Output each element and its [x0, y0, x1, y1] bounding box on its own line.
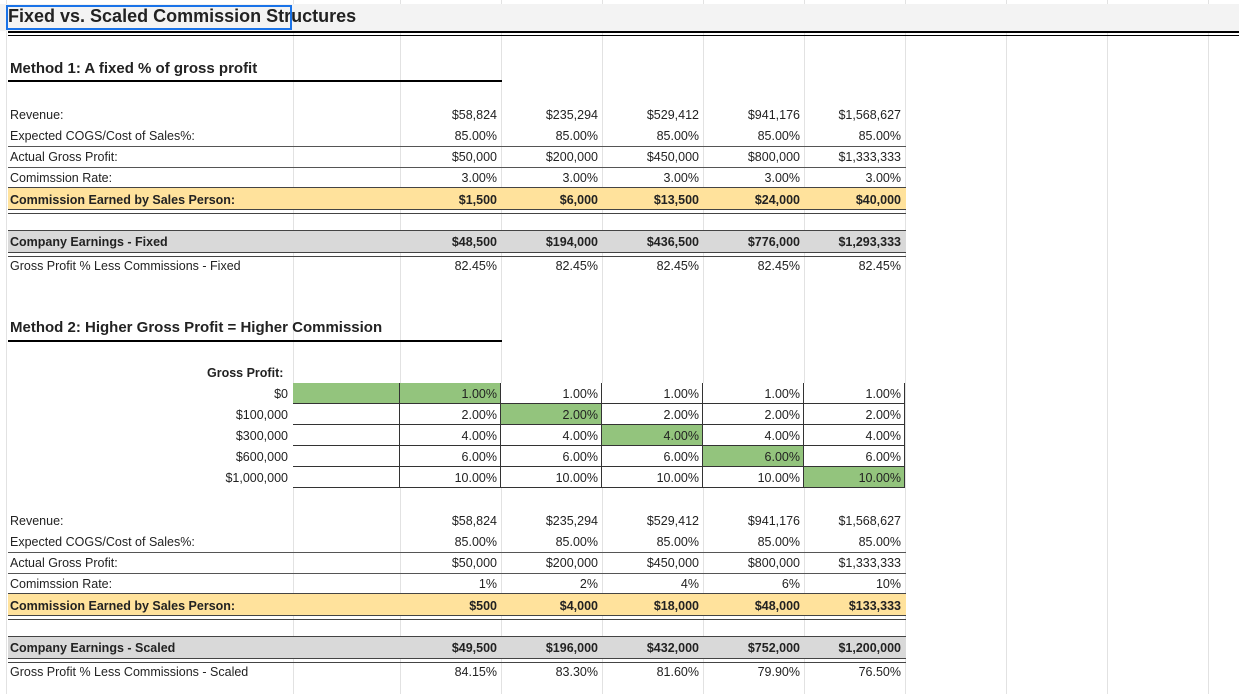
m2-cell[interactable]: 2%	[579, 577, 598, 591]
m2-cell[interactable]: $58,824	[451, 514, 497, 528]
m1-cell[interactable]: $800,000	[747, 150, 800, 164]
m2-cell[interactable]: $800,000	[747, 556, 800, 570]
tier-rate[interactable]: 6.00%	[562, 450, 598, 464]
m1-gp-cell[interactable]: 82.45%	[858, 259, 901, 273]
m2-cell[interactable]: 6%	[781, 577, 800, 591]
m1-cell[interactable]: $40,000	[855, 193, 901, 207]
m1-cell[interactable]: $941,176	[747, 108, 800, 122]
m1-company-cell[interactable]: $1,293,333	[838, 235, 901, 249]
m2-cell[interactable]: 85.00%	[858, 535, 901, 549]
m2-company-cell[interactable]: $1,200,000	[838, 641, 901, 655]
m1-cell[interactable]: $24,000	[754, 193, 800, 207]
m2-row-label[interactable]: Actual Gross Profit:	[10, 556, 118, 570]
m1-row-label[interactable]: Expected COGS/Cost of Sales%:	[10, 129, 195, 143]
m1-cell[interactable]: 3.00%	[663, 171, 699, 185]
m1-cell[interactable]: $1,568,627	[838, 108, 901, 122]
m1-cell[interactable]: 85.00%	[454, 129, 497, 143]
tier-gp-label[interactable]: $300,000	[235, 429, 288, 443]
m1-gp-label[interactable]: Gross Profit % Less Commissions - Fixed	[10, 259, 241, 273]
tier-gp-label[interactable]: $100,000	[235, 408, 288, 422]
m1-double-rule	[8, 209, 906, 214]
method2-heading: Method 2: Higher Gross Profit = Higher Commission	[10, 319, 383, 336]
m2-cell[interactable]: $500	[469, 599, 497, 613]
m2-cell[interactable]: $200,000	[545, 556, 598, 570]
tier-cell[interactable]	[293, 467, 400, 488]
m1-cell[interactable]: 3.00%	[562, 171, 598, 185]
m2-row-label[interactable]: Comimssion Rate:	[10, 577, 113, 591]
m2-cell[interactable]: 85.00%	[757, 535, 800, 549]
m1-cell[interactable]: 85.00%	[656, 129, 699, 143]
m1-cell[interactable]: 3.00%	[764, 171, 800, 185]
tier-rate[interactable]: 6.00%	[865, 450, 901, 464]
m2-company-cell[interactable]: $196,000	[545, 641, 598, 655]
tier-gp-label[interactable]: $0	[274, 387, 288, 401]
m2-double-rule	[8, 658, 906, 663]
m2-rule	[8, 573, 906, 574]
m2-cell[interactable]: 1%	[478, 577, 497, 591]
tier-gp-label[interactable]: $1,000,000	[225, 471, 288, 485]
m2-cell[interactable]: 85.00%	[454, 535, 497, 549]
m1-rule	[8, 146, 906, 147]
m1-cell[interactable]: $50,000	[451, 150, 497, 164]
tier-rate[interactable]: 2.00%	[764, 408, 800, 422]
tier-rate[interactable]: 1.00%	[562, 387, 598, 401]
m1-row-label[interactable]: Commission Earned by Sales Person:	[10, 193, 236, 207]
sheet-title[interactable]: Fixed vs. Scaled Commission Structures	[8, 6, 357, 26]
m2-gp-cell[interactable]: 76.50%	[858, 665, 901, 679]
tier-gp-label[interactable]: $600,000	[235, 450, 288, 464]
m2-cell[interactable]: $4,000	[559, 599, 598, 613]
m2-cell[interactable]: 4%	[680, 577, 699, 591]
m1-gp-cell[interactable]: 82.45%	[454, 259, 497, 273]
tier-cell[interactable]	[293, 425, 400, 446]
m2-cell[interactable]: $48,000	[754, 599, 800, 613]
m2-gp-cell[interactable]: 83.30%	[555, 665, 598, 679]
m2-gp-cell[interactable]: 79.90%	[757, 665, 800, 679]
m1-cell[interactable]: $1,333,333	[838, 150, 901, 164]
tier-rate[interactable]: 4.00%	[663, 429, 699, 443]
m1-cell[interactable]: 85.00%	[555, 129, 598, 143]
tier-rate[interactable]: 4.00%	[562, 429, 598, 443]
tier-cell[interactable]	[293, 383, 400, 404]
tier-rate[interactable]: 1.00%	[663, 387, 699, 401]
tier-rate[interactable]: 1.00%	[461, 387, 497, 401]
m2-company-label[interactable]: Company Earnings - Scaled	[10, 641, 176, 655]
m2-cell[interactable]: 85.00%	[656, 535, 699, 549]
m1-company-cell[interactable]: $776,000	[747, 235, 800, 249]
m1-company-cell[interactable]: $194,000	[545, 235, 598, 249]
tier-rate[interactable]: 10.00%	[858, 471, 901, 485]
m1-gp-cell[interactable]: 82.45%	[757, 259, 800, 273]
tier-header: Gross Profit:	[207, 366, 284, 380]
tier-rate[interactable]: 4.00%	[865, 429, 901, 443]
m2-cell[interactable]: $1,333,333	[838, 556, 901, 570]
m1-double-rule	[8, 252, 906, 257]
m2-gp-label[interactable]: Gross Profit % Less Commissions - Scaled	[10, 665, 249, 679]
m2-row-label[interactable]: Commission Earned by Sales Person:	[10, 599, 236, 613]
m1-cell[interactable]: $200,000	[545, 150, 598, 164]
selected-cell[interactable]	[6, 5, 292, 30]
m1-gp-cell[interactable]: 82.45%	[656, 259, 699, 273]
m1-cell[interactable]: $6,000	[559, 193, 598, 207]
tier-rate[interactable]: 1.00%	[865, 387, 901, 401]
tier-rate[interactable]: 10.00%	[555, 471, 598, 485]
m1-row-label[interactable]: Actual Gross Profit:	[10, 150, 118, 164]
m2-cell[interactable]: 85.00%	[555, 535, 598, 549]
m2-cell[interactable]: $529,412	[646, 514, 699, 528]
m1-rule	[8, 167, 906, 168]
m1-row-label[interactable]: Revenue:	[10, 108, 64, 122]
m1-row-label[interactable]: Comimssion Rate:	[10, 171, 113, 185]
m2-cell[interactable]: $1,568,627	[838, 514, 901, 528]
tier-cell[interactable]	[293, 404, 400, 425]
m2-gp-cell[interactable]: 84.15%	[454, 665, 497, 679]
m1-cell[interactable]: $1,500	[458, 193, 497, 207]
m1-cell[interactable]: 85.00%	[858, 129, 901, 143]
m1-cell[interactable]: $58,824	[451, 108, 497, 122]
m2-cell[interactable]: $50,000	[451, 556, 497, 570]
m2-cell[interactable]: $133,333	[848, 599, 901, 613]
m2-cell[interactable]: 10%	[875, 577, 901, 591]
tier-rate[interactable]: 6.00%	[663, 450, 699, 464]
tier-rate[interactable]: 1.00%	[764, 387, 800, 401]
m2-row-label[interactable]: Revenue:	[10, 514, 64, 528]
tier-rate[interactable]: 4.00%	[461, 429, 497, 443]
m1-gp-cell[interactable]: 82.45%	[555, 259, 598, 273]
m1-company-label[interactable]: Company Earnings - Fixed	[10, 235, 168, 249]
m2-gp-cell[interactable]: 81.60%	[656, 665, 699, 679]
tier-rate[interactable]: 4.00%	[764, 429, 800, 443]
tier-rate[interactable]: 2.00%	[663, 408, 699, 422]
m2-company-cell[interactable]: $49,500	[451, 641, 497, 655]
m1-cell[interactable]: $450,000	[646, 150, 699, 164]
m2-cell[interactable]: $450,000	[646, 556, 699, 570]
tier-rate[interactable]: 10.00%	[454, 471, 497, 485]
m1-company-cell[interactable]: $436,500	[646, 235, 699, 249]
m1-cell[interactable]: $235,294	[545, 108, 598, 122]
m1-cell[interactable]: 85.00%	[757, 129, 800, 143]
tier-rate[interactable]: 2.00%	[562, 408, 598, 422]
tier-rate[interactable]: 10.00%	[656, 471, 699, 485]
tier-rate[interactable]: 2.00%	[865, 408, 901, 422]
m2-rule	[8, 552, 906, 553]
tier-rate[interactable]: 2.00%	[461, 408, 497, 422]
m2-cell[interactable]: $235,294	[545, 514, 598, 528]
tier-rate[interactable]: 10.00%	[757, 471, 800, 485]
m1-company-cell[interactable]: $48,500	[451, 235, 497, 249]
m1-cell[interactable]: $13,500	[653, 193, 699, 207]
m2-cell[interactable]: $941,176	[747, 514, 800, 528]
m2-company-cell[interactable]: $752,000	[747, 641, 800, 655]
m2-company-cell[interactable]: $432,000	[646, 641, 699, 655]
tier-cell[interactable]	[293, 446, 400, 467]
m1-cell[interactable]: 3.00%	[461, 171, 497, 185]
m2-cell[interactable]: $18,000	[653, 599, 699, 613]
m2-row-label[interactable]: Expected COGS/Cost of Sales%:	[10, 535, 195, 549]
m2-double-rule	[8, 615, 906, 620]
tier-rate[interactable]: 6.00%	[764, 450, 800, 464]
m1-cell[interactable]: $529,412	[646, 108, 699, 122]
method1-heading: Method 1: A fixed % of gross profit	[10, 60, 258, 77]
m1-cell[interactable]: 3.00%	[865, 171, 901, 185]
tier-rate[interactable]: 6.00%	[461, 450, 497, 464]
